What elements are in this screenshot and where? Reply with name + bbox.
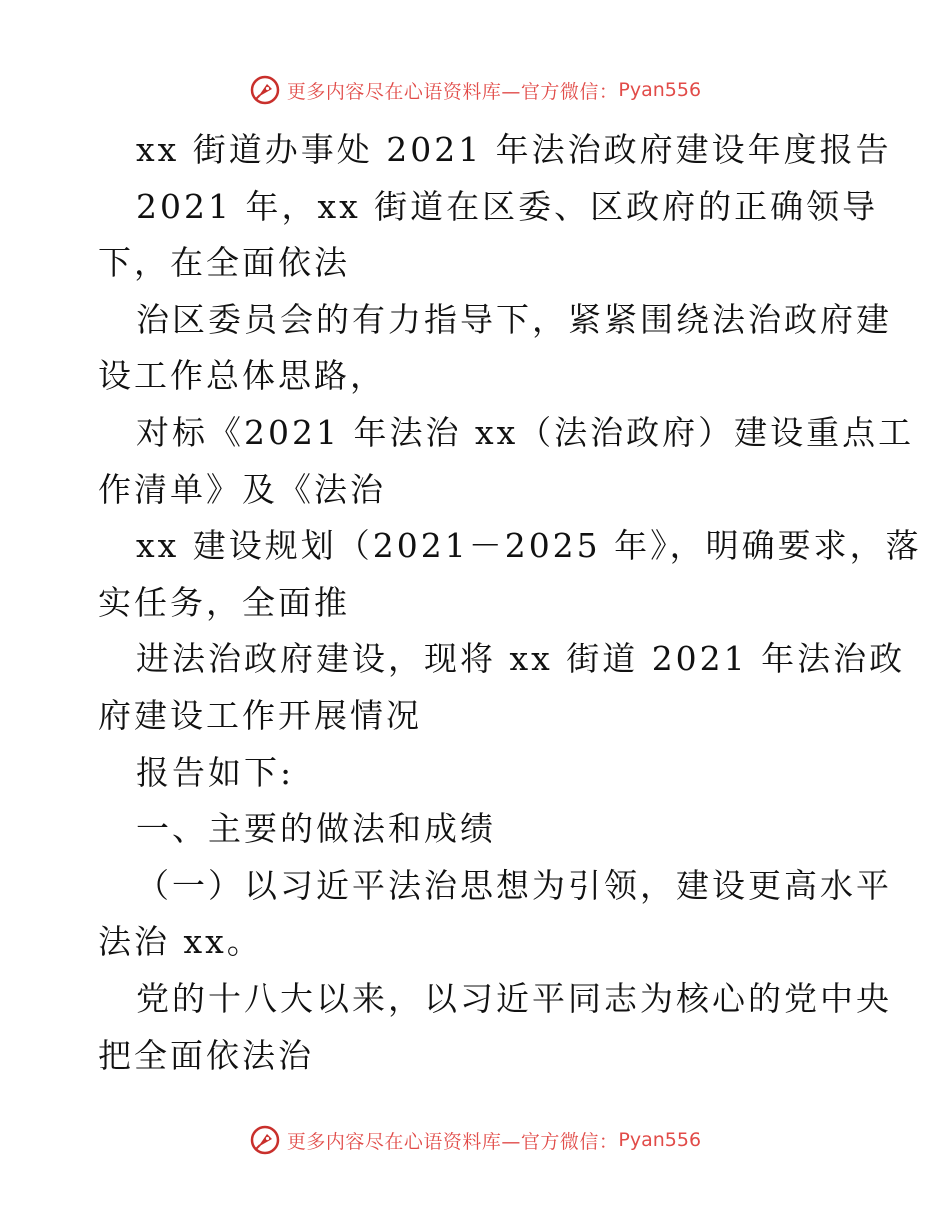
footer-watermark-banner <box>0 1120 950 1160</box>
watermark-handle: Pyan556 <box>618 1129 702 1151</box>
document-body <box>98 122 922 1084</box>
header-watermark-banner <box>0 70 950 110</box>
document-line: 进法治政府建设，现将 xx 街道 2021 年法治政 <box>136 639 906 679</box>
watermark-text: 更多内容尽在心语资料库—官方微信： <box>286 1130 619 1153</box>
document-line: 治区委员会的有力指导下，紧紧围绕法治政府建 <box>136 299 892 339</box>
document-line: 实任务，全面推 <box>98 582 350 622</box>
document-line: 2021 年，xx 街道在区委、区政府的正确领导 <box>136 186 879 226</box>
document-line: 法治 xx。 <box>98 922 263 962</box>
document-line: 下，在全面依法 <box>98 243 350 283</box>
document-line: 作清单》及《法治 <box>98 469 386 509</box>
pen-nib-logo-icon <box>249 74 281 106</box>
document-line: 设工作总体思路， <box>98 356 386 396</box>
document-line: （一）以习近平法治思想为引领，建设更高水平 <box>136 865 892 905</box>
document-line: xx 街道办事处 2021 年法治政府建设年度报告 <box>136 130 892 169</box>
document-line: 一、主要的做法和成绩 <box>136 809 496 849</box>
document-line: 府建设工作开展情况 <box>98 695 422 735</box>
document-line: xx 建设规划（2021－2025 年》，明确要求，落 <box>136 526 922 566</box>
document-line: 党的十八大以来，以习近平同志为核心的党中央 <box>136 978 892 1018</box>
document-line: 把全面依法治 <box>98 1035 314 1075</box>
document-line: 对标《2021 年法治 xx（法治政府）建设重点工 <box>136 412 915 452</box>
document-line: 报告如下: <box>136 752 295 792</box>
watermark-text: 更多内容尽在心语资料库—官方微信： <box>286 80 619 103</box>
watermark-handle: Pyan556 <box>618 79 702 101</box>
pen-nib-logo-icon <box>249 1124 281 1156</box>
